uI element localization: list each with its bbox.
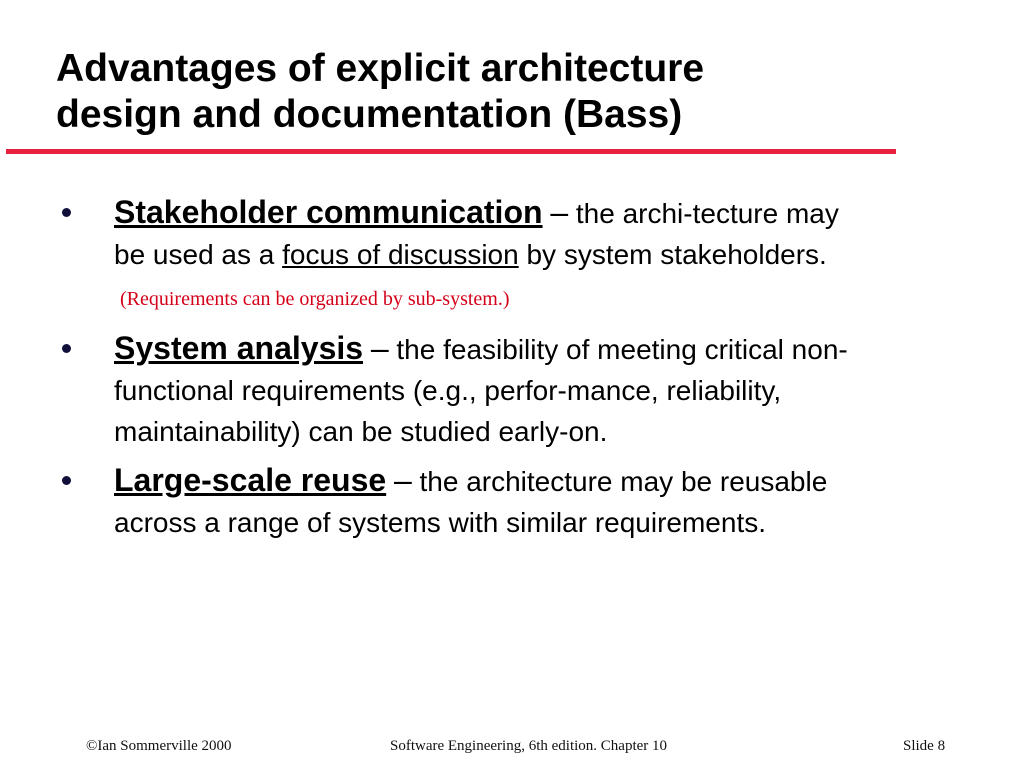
bullet-text [114,328,864,452]
slide-title [56,46,936,138]
bullet-dot-icon [62,344,71,353]
side-note: (Requirements can be organized by sub-system.) [120,288,510,310]
bullet-term: Large-scale reuse [114,462,387,498]
bullet-body-continued: by system stakeholders. [518,239,827,270]
bullet-body: the feasibility of meeting critical non-functional requirements (e.g., perfor-mance, reliability, maintainability) can be studied early-on. [114,334,848,447]
bullet-dash: – [370,330,389,366]
slide-title-line-2: design and documentation (Bass) [56,93,683,136]
bullet-dash: – [550,194,569,230]
bullet-text [114,192,864,320]
bullet-term: Stakeholder communication [114,194,543,230]
bullet-item-large-scale-reuse [0,460,864,543]
bullet-text [114,460,864,543]
footer-slide-number: Slide 8 [903,738,946,754]
bullet-body: the archi-tecture may be used as a [114,198,839,270]
bullet-underlined-phrase: focus of discussion [282,239,519,270]
bullet-dot-icon [62,476,71,485]
bullet-term: System analysis [114,330,364,366]
bullet-dot-icon [62,208,71,217]
bullet-item-system-analysis [0,328,864,452]
slide-title-line-1: Advantages of explicit architecture [56,47,705,90]
bullet-dash: – [393,462,412,498]
footer-copyright: ©Ian Sommerville 2000 [86,738,232,754]
bullet-body: the architecture may be reusable across a range of systems with similar requirements. [114,466,828,538]
bullet-list [0,192,1024,551]
bullet-item-stakeholder-communication [0,192,864,320]
title-divider [6,149,896,154]
footer-book-title: Software Engineering, 6th edition. Chapter 10 [390,738,668,754]
